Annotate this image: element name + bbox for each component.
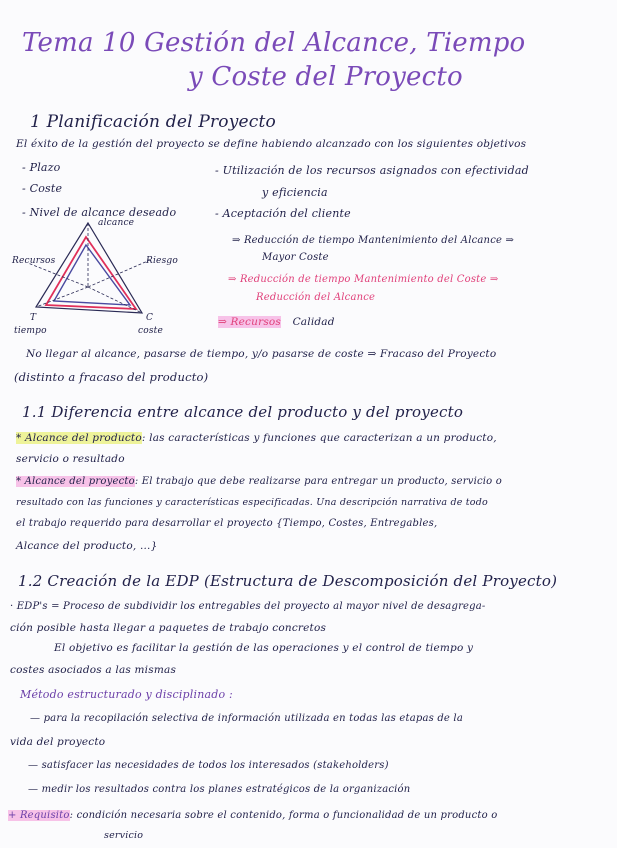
note-1a: ⇒ Reducción de tiempo Mantenimiento del Alcance ⇒	[232, 235, 515, 246]
objective-plazo: - Plazo	[22, 161, 61, 174]
section-1-1-heading: 1.1 Diferencia entre alcance del producto y del proyecto	[22, 403, 464, 421]
note-3-recursos: ⇒ Recursos	[218, 316, 282, 328]
diagram-label-tiempo: tiempo	[14, 326, 47, 336]
triple-constraint-diagram	[10, 215, 200, 340]
alcance-proyecto-cont3: Alcance del producto, ...}	[16, 540, 158, 552]
alcance-producto-text: : las características y funciones que caracterizan a un producto,	[141, 432, 497, 444]
alcance-proyecto-line	[16, 476, 502, 487]
diagram-label-recursos: Recursos	[12, 256, 56, 266]
note-1b: Mayor Coste	[262, 252, 329, 263]
objective-coste: - Coste	[22, 182, 63, 195]
method-item-1-cont: vida del proyecto	[10, 736, 106, 748]
alcance-proyecto-label: * Alcance del proyecto	[16, 476, 135, 487]
section-1-heading: 1 Planificación del Proyecto	[30, 112, 276, 132]
diagram-label-riesgo: Riesgo	[146, 256, 178, 266]
method-item-3: — medir los resultados contra los planes estratégicos de la organización	[28, 784, 411, 795]
alcance-proyecto-cont2: el trabajo requerido para desarrollar el proyecto {Tiempo, Costes, Entregables,	[16, 518, 438, 529]
diagram-label-t: T	[30, 313, 37, 323]
alcance-proyecto-text: : El trabajo que debe realizarse para entregar un producto, servicio o	[134, 476, 502, 487]
page-subtitle: y Coste del Proyecto	[188, 62, 463, 92]
requisito-label: + Requisito	[8, 810, 70, 821]
objective-recursos-cont: y eficiencia	[262, 186, 328, 199]
requisito-text: : condición necesaria sobre el contenido, forma o funcionalidad de un producto o	[69, 810, 498, 821]
note-2b: Reducción del Alcance	[256, 292, 376, 303]
alcance-producto-line	[16, 432, 497, 444]
requisito-line	[8, 810, 497, 821]
failure-line: No llegar al alcance, pasarse de tiempo, y/o pasarse de coste ⇒ Fracaso del Proyecto	[26, 348, 497, 360]
alcance-producto-label: * Alcance del producto	[16, 432, 142, 444]
failure-note: (distinto a fracaso del producto)	[14, 370, 209, 384]
edp-line-1: · EDP's = Proceso de subdividir los entregables del proyecto al mayor nivel de desagrega-	[10, 601, 486, 612]
requisito-cont: servicio	[104, 830, 144, 841]
objective-recursos: - Utilización de los recursos asignados con efectividad	[215, 164, 529, 177]
page-title: Tema 10 Gestión del Alcance, Tiempo	[22, 28, 526, 58]
objective-alcance: - Nivel de alcance deseado	[22, 206, 177, 219]
diagram-label-coste: coste	[138, 326, 164, 336]
diagram-label-alcance: alcance	[98, 218, 135, 228]
method-item-2: — satisfacer las necesidades de todos los interesados (stakeholders)	[28, 760, 389, 771]
method-heading: Método estructurado y disciplinado :	[20, 688, 233, 701]
alcance-producto-cont: servicio o resultado	[16, 453, 125, 465]
objective-line-1: El objetivo es facilitar la gestión de las operaciones y el control de tiempo y	[54, 642, 474, 654]
objective-line-2: costes asociados a las mismas	[10, 664, 177, 676]
note-3	[218, 316, 335, 328]
diagram-label-c: C	[146, 313, 154, 323]
method-item-1: — para la recopilación selectiva de información utilizada en todas las etapas de la	[30, 713, 463, 724]
section-1-intro: El éxito de la gestión del proyecto se define habiendo alcanzado con los siguientes objetivos	[16, 138, 527, 150]
alcance-proyecto-cont1: resultado con las funciones y características especificadas. Una descripción narrativa de todo	[16, 497, 488, 508]
section-1-2-heading: 1.2 Creación de la EDP (Estructura de Descomposición del Proyecto)	[18, 572, 558, 590]
note-2a: ⇒ Reducción de tiempo Mantenimiento del Coste ⇒	[228, 274, 499, 285]
edp-line-2: ción posible hasta llegar a paquetes de trabajo concretos	[10, 622, 327, 634]
note-3-calidad: Calidad	[292, 316, 335, 328]
objective-cliente: - Aceptación del cliente	[215, 207, 351, 220]
